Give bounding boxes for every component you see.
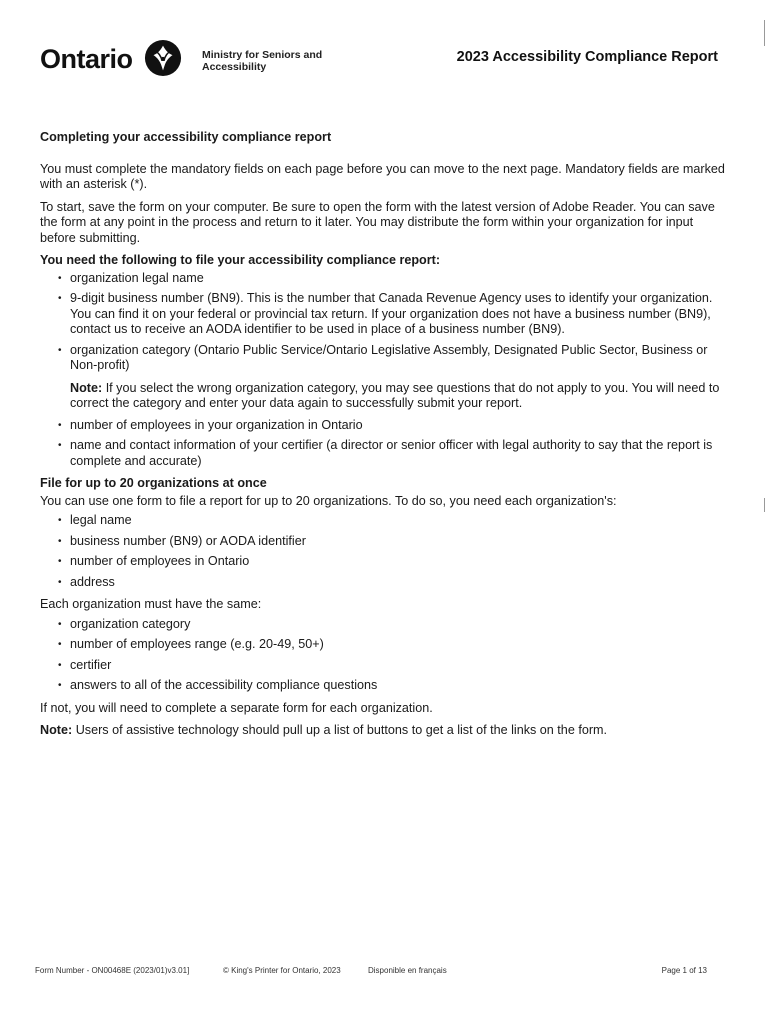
page-number: Page 1 of 13 (661, 966, 707, 975)
margin-mark (764, 498, 765, 512)
section-heading-multiple-orgs: File for up to 20 organizations at once (40, 476, 267, 490)
same-requirements-list (40, 617, 730, 694)
list-item: • certifier (40, 658, 730, 674)
report-title: 2023 Accessibility Compliance Report (456, 49, 718, 65)
ministry-name (202, 49, 322, 73)
requirements-list (40, 271, 730, 374)
list-item: • organization category (40, 617, 730, 633)
note-label: Note: (70, 380, 103, 395)
list-item: • answers to all of the accessibility compliance questions (40, 678, 730, 694)
list-item: • address (40, 575, 730, 591)
list-item: • legal name (40, 513, 730, 529)
organization-details-list (40, 513, 730, 590)
section-heading-completing: Completing your accessibility compliance report (40, 130, 332, 144)
section-heading-requirements: You need the following to file your accessibility compliance report: (40, 253, 441, 267)
french-availability: Disponible en français (368, 966, 447, 975)
ministry-line-2: Accessibility (202, 61, 267, 73)
trillium-icon (144, 38, 182, 78)
list-item: • organization legal name (40, 271, 730, 287)
intro-paragraph-mandatory: You must complete the mandatory fields on each page before you can move to the next page. Mandatory fields are marked with an asterisk (*). (40, 161, 725, 191)
list-item: • name and contact information of your certifier (a director or senior officer with legal authority to say that the report is complete and accurate) (40, 438, 730, 469)
ministry-line-1: Ministry for Seniors and (202, 49, 323, 61)
form-number: Form Number - ON00468E (2023/01)v3.01] (35, 966, 190, 975)
intro-paragraph-save: To start, save the form on your computer. Be sure to open the form with the latest version of Adobe Reader. You can save the form at any point in the process and return to it later. You may distribute the form within your organization for input before submitting. (40, 199, 715, 245)
note-text: Users of assistive technology should pull up a list of buttons to get a list of the links on the form. (75, 723, 608, 737)
separate-form-text: If not, you will need to complete a separate form for each organization. (40, 700, 433, 715)
list-item: • number of employees in Ontario (40, 554, 730, 570)
margin-mark (764, 20, 765, 46)
form-instructions (40, 130, 730, 746)
note-label: Note: (40, 723, 73, 737)
list-item: • 9-digit business number (BN9). This is the number that Canada Revenue Agency uses to identify your organization. You can find it on your federal or provincial tax return. If your organization does not have a business number (BN9), contact us to receive an AODA identifier to be used in place of a business number (BN9). (40, 291, 730, 338)
ontario-logo-text: Ontario (40, 44, 133, 74)
category-note (40, 381, 730, 412)
list-item: • number of employees in your organization in Ontario (40, 418, 730, 434)
requirements-list-continued (40, 418, 730, 470)
copyright: © King's Printer for Ontario, 2023 (223, 966, 341, 975)
assistive-tech-note (40, 723, 730, 739)
same-intro: Each organization must have the same: (40, 597, 262, 611)
list-item: • number of employees range (e.g. 20-49, 50+) (40, 637, 730, 653)
note-text: If you select the wrong organization category, you may see questions that do not apply to you. You will need to correct the category and enter your data again to successfully submit your report. (70, 380, 720, 410)
page-header (40, 38, 730, 88)
multi-intro: You can use one form to file a report for up to 20 organizations. To do so, you need each organization's: (40, 493, 617, 508)
list-item: • business number (BN9) or AODA identifier (40, 534, 730, 550)
list-item: • organization category (Ontario Public Service/Ontario Legislative Assembly, Designated Public Sector, Business or Non-profit) (40, 343, 730, 374)
